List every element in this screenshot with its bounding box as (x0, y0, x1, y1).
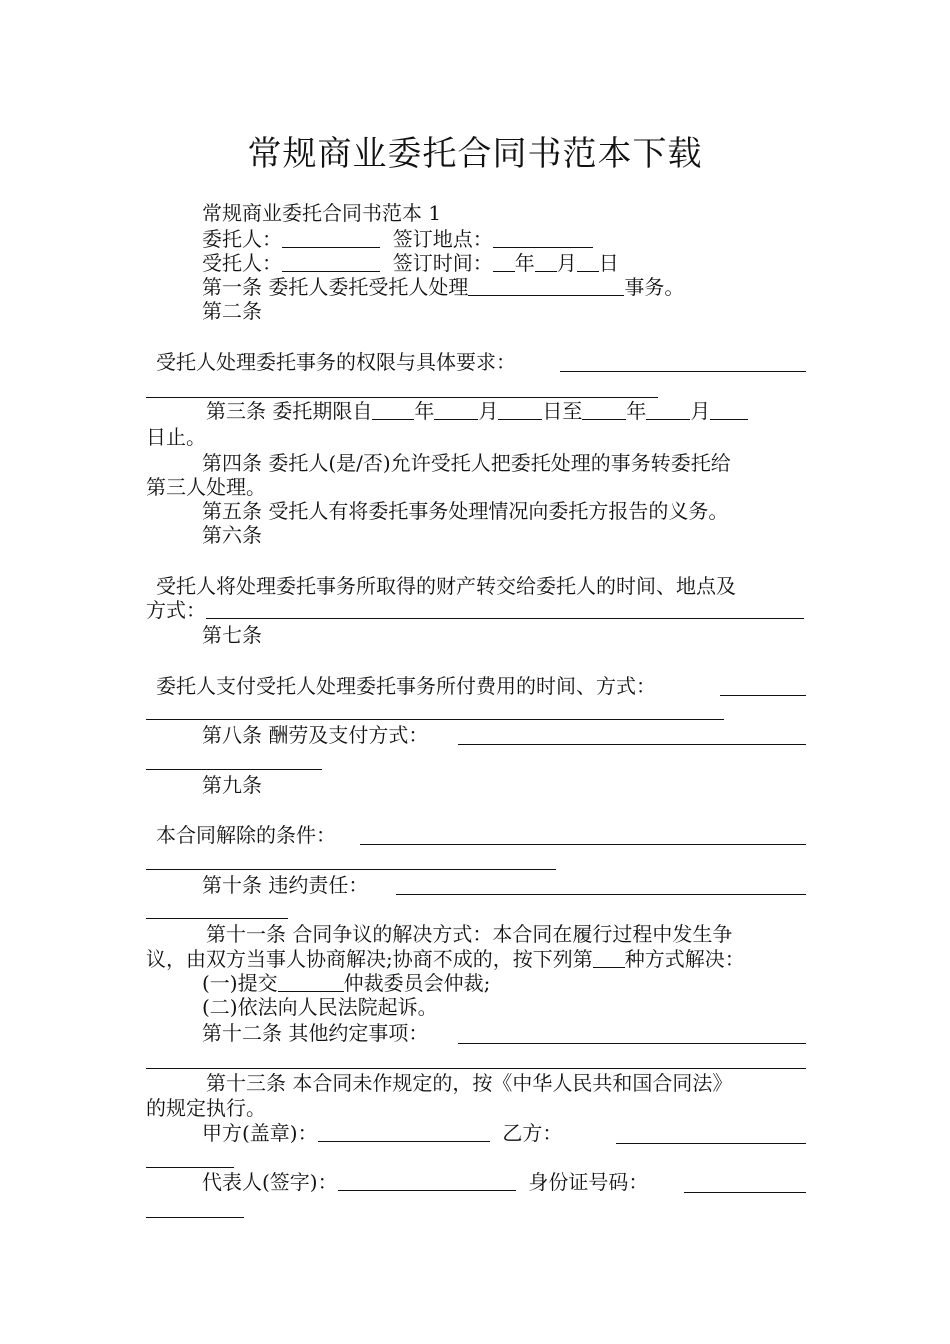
client-blank[interactable] (282, 229, 380, 248)
party-a-label: 甲方(盖章)： (202, 1121, 318, 1145)
article-11-line-2 (146, 947, 745, 971)
end-month-label: 月 (690, 399, 711, 423)
id-number-blank-line-2[interactable] (146, 1217, 244, 1218)
client-place-line (202, 227, 593, 251)
day-blank[interactable] (577, 253, 599, 272)
article-3-head: 第三条 委托期限自 (206, 399, 373, 423)
article-6-method-label: 方式： (146, 598, 206, 622)
end-month-blank[interactable] (646, 401, 690, 420)
article-11-option-1 (202, 971, 490, 995)
article-6-head: 第六条 (202, 523, 262, 547)
article-9-blank-line-1[interactable] (360, 844, 806, 845)
article-4-line-2: 第三人处理。 (146, 475, 266, 499)
article-9-blank-line-2[interactable] (146, 869, 556, 870)
article-6-line-1: 受托人将处理委托事务所取得的财产转交给委托人的时间、地点及 (156, 574, 736, 598)
article-12-blank-line-2[interactable] (146, 1068, 806, 1069)
article-3-end: 日止。 (146, 425, 206, 449)
agent-time-line (202, 251, 619, 275)
article-12: 第十二条 其他约定事项： (202, 1021, 429, 1045)
start-year-label: 年 (414, 399, 435, 423)
article-2-blank-line-1[interactable] (560, 371, 806, 372)
option-1-tail: 仲裁委员会仲裁; (343, 971, 491, 995)
year-label: 年 (514, 251, 535, 275)
article-4-line-1: 第四条 委托人(是/否)允许受托人把委托处理的事务转委托给 (202, 451, 731, 475)
article-2-head: 第二条 (202, 299, 262, 323)
article-9-body: 本合同解除的条件： (156, 823, 336, 847)
article-11-line-1: 第十一条 合同争议的解决方式：本合同在履行过程中发生争 (206, 922, 733, 946)
article-13-line-1: 第十三条 本合同未作规定的，按《中华人民共和国合同法》 (206, 1071, 733, 1095)
party-b-label: 乙方： (502, 1121, 563, 1145)
arbitration-commission-blank[interactable] (278, 973, 344, 992)
start-day-blank[interactable] (498, 401, 542, 420)
signing-place-label: 签订地点： (392, 227, 493, 251)
article-7-body: 委托人支付受托人处理委托事务所付费用的时间、方式： (156, 674, 656, 698)
article-3 (206, 399, 748, 423)
start-month-blank[interactable] (434, 401, 478, 420)
party-b-blank-line-2[interactable] (146, 1167, 234, 1168)
article-10: 第十条 违约责任： (202, 873, 369, 897)
article-10-blank-line-1[interactable] (396, 894, 806, 895)
article-11-text-a: 议，由双方当事人协商解决;协商不成的，按下列第 (146, 947, 593, 971)
article-2-body (156, 350, 516, 374)
month-blank[interactable] (535, 253, 557, 272)
party-b-blank-line-1[interactable] (616, 1143, 806, 1144)
start-year-blank[interactable] (372, 401, 414, 420)
article-9-head: 第九条 (202, 773, 262, 797)
article-8-blank-line-1[interactable] (458, 744, 806, 745)
client-label: 委托人： (202, 227, 282, 251)
day-label: 日 (598, 251, 619, 275)
end-day-blank[interactable] (710, 401, 748, 420)
agent-blank[interactable] (282, 253, 380, 272)
contract-subtitle: 常规商业委托合同书范本 1 (202, 201, 442, 225)
document-title: 常规商业委托合同书范本下载 (247, 134, 703, 174)
article-1-blank[interactable] (468, 277, 624, 296)
end-year-blank[interactable] (582, 401, 626, 420)
end-year-label: 年 (626, 399, 647, 423)
article-1-tail: 事务。 (624, 275, 685, 299)
article-8-blank-line-2[interactable] (146, 769, 322, 770)
article-6-blank[interactable] (206, 600, 804, 619)
year-blank[interactable] (493, 253, 515, 272)
article-1 (202, 275, 684, 299)
start-day-label: 日至 (542, 399, 583, 423)
option-1-label: (一)提交 (202, 971, 278, 995)
start-month-label: 月 (478, 399, 499, 423)
article-7-blank-line-1[interactable] (720, 695, 806, 696)
article-1-head: 第一条 委托人委托受托人处理 (202, 275, 469, 299)
article-7-head: 第七条 (202, 623, 262, 647)
representative-blank[interactable] (338, 1172, 516, 1191)
method-number-blank[interactable] (593, 949, 625, 968)
article-5: 第五条 受托人有将委托事务处理情况向委托方报告的义务。 (202, 499, 729, 523)
article-11-option-2: (二)依法向人民法院起诉。 (202, 995, 438, 1019)
article-11-text-b: 种方式解决： (624, 947, 745, 971)
party-signature-line (202, 1121, 562, 1145)
id-number-label: 身份证号码： (528, 1170, 649, 1194)
article-8: 第八条 酬劳及支付方式： (202, 723, 429, 747)
article-2-text: 受托人处理委托事务的权限与具体要求： (156, 350, 516, 374)
representative-line (202, 1170, 648, 1194)
article-13-line-2: 的规定执行。 (146, 1096, 266, 1120)
article-12-blank-line-1[interactable] (458, 1043, 806, 1044)
representative-label: 代表人(签字)： (202, 1170, 338, 1194)
month-label: 月 (556, 251, 577, 275)
party-a-blank[interactable] (318, 1123, 490, 1142)
article-6-line-2 (146, 598, 804, 622)
signing-place-blank[interactable] (493, 229, 593, 248)
article-10-blank-line-2[interactable] (146, 918, 288, 919)
agent-label: 受托人： (202, 251, 282, 275)
id-number-blank-line-1[interactable] (684, 1192, 806, 1193)
article-7-blank-line-2[interactable] (146, 719, 724, 720)
article-2-blank-line-2[interactable] (146, 397, 658, 398)
signing-time-label: 签订时间： (392, 251, 493, 275)
